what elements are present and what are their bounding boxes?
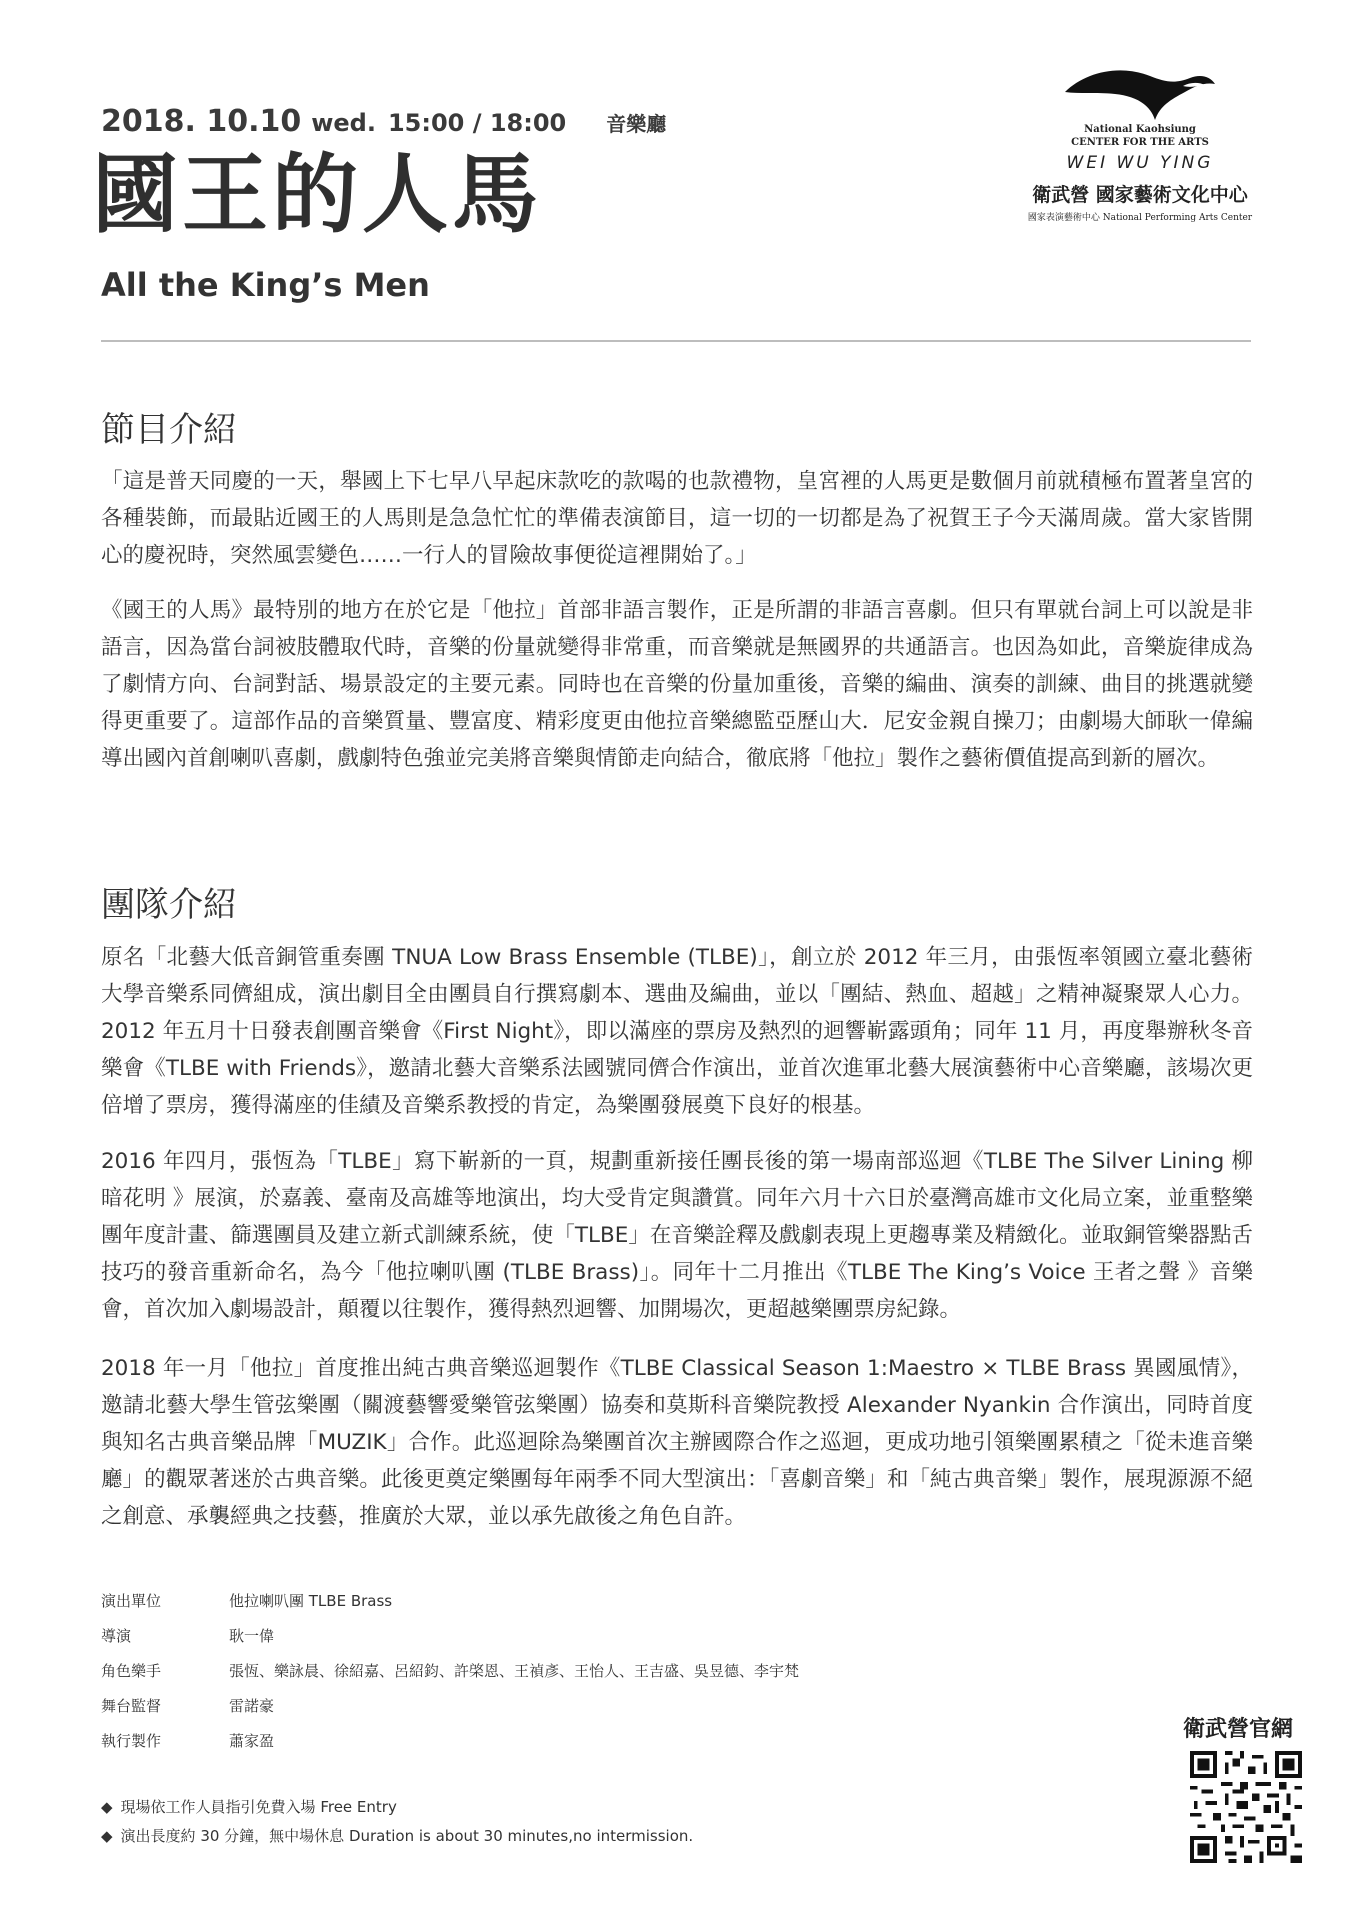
credit-value: 張恆、樂詠晨、徐紹嘉、呂紹鈞、許棨恩、王禎彥、王怡人、王吉盛、吳昱德、李宇梵 xyxy=(229,1662,800,1680)
credit-label: 導演 xyxy=(101,1627,132,1645)
header xyxy=(0,0,1352,342)
event-time: 15:00 / 18:00 xyxy=(387,109,567,137)
note-text: 現場依工作人員指引免費入場 Free Entry xyxy=(120,1798,397,1816)
credit-value: 蕭家盈 xyxy=(229,1732,275,1750)
logo-line-chinese-name: 衛武營 國家藝術文化中心 xyxy=(1032,184,1248,206)
logo-line-weiwuying: WEI WU YING xyxy=(1066,153,1214,173)
team-heading: 團隊介紹 xyxy=(101,885,237,925)
note-item xyxy=(101,1796,693,1825)
logo-line-center-arts: CENTER FOR THE ARTS xyxy=(1071,137,1209,148)
diamond-bullet-icon: ◆ xyxy=(101,1798,113,1816)
credit-value: 他拉喇叭團 TLBE Brass xyxy=(229,1592,393,1610)
program-paragraph-2: 《國王的人馬》最特別的地方在於它是「他拉」首部非語言製作，正是所謂的非語言喜劇。但只有單就台詞上可以說是非語言，因為當台詞被肢體取代時，音樂的份量就變得非常重，而音樂就是無國界的共通語言。也因為如此，音樂旋律成為了劇情方向、台詞對話、場景設定的主要元素。同時也在音樂的份量加重後，音樂的編曲、演奏的訓練、曲目的挑選就變得更重要了。這部作品的音樂質量、豐富度、精彩度更由他拉音樂總監亞歷山大．尼安金親自操刀；由劇場大師耿一偉編導出國內首創喇叭喜劇，戲劇特色強並完美將音樂與情節走向結合，徹底將「他拉」製作之藝術價值提高到新的層次。 xyxy=(101,598,1253,771)
logo-line-national-kaohsiung: National Kaohsiung xyxy=(1084,124,1196,135)
event-info xyxy=(101,104,666,139)
diamond-bullet-icon: ◆ xyxy=(101,1827,113,1845)
bird-logo-icon xyxy=(1065,62,1215,122)
wei-wu-ying-logo xyxy=(1020,62,1260,232)
credit-label: 執行製作 xyxy=(101,1732,162,1750)
note-item xyxy=(101,1825,693,1854)
credit-value: 雷諾豪 xyxy=(229,1697,275,1715)
program-paragraph-1: 「這是普天同慶的一天，舉國上下七早八早起床款吃的款喝的也款禮物，皇宮裡的人馬更是數個月前就積極布置著皇宮的各種裝飾，而最貼近國王的人馬則是急急忙忙的準備表演節目，這一切的一切都是為了祝賀王子今天滿周歲。當大家皆開心的慶祝時，突然風雲變色……一行人的冒險故事便從這裡開始了。」 xyxy=(101,469,1253,568)
page-subtitle-en: All the King’s Men xyxy=(101,266,430,304)
credit-label: 角色樂手 xyxy=(101,1662,162,1680)
logo-line-npac: 國家表演藝術中心 National Performing Arts Center xyxy=(1027,213,1253,223)
event-venue: 音樂廳 xyxy=(606,112,667,136)
note-text: 演出長度約 30 分鐘，無中場休息 Duration is about 30 minutes,no intermission. xyxy=(120,1827,694,1845)
program-heading: 節目介紹 xyxy=(101,410,237,450)
qr-code-icon[interactable] xyxy=(1190,1751,1302,1863)
notes-list xyxy=(101,1796,693,1854)
page-title: 國王的人馬 xyxy=(92,145,542,245)
team-paragraph-2: 2016 年四月，張恆為「TLBE」寫下嶄新的一頁，規劃重新接任團長後的第一場南部巡迴《TLBE The Silver Lining 柳暗花明 》展演，於嘉義、臺南及高雄等地演出，均大受肯定與讚賞。同年六月十六日於臺灣高雄市文化局立案，並重整樂團年度計畫、篩選團員及建立新式訓練系統，使「TLBE」在音樂詮釋及戲劇表現上更趨專業及精緻化。並取銅管樂器點舌技巧的發音重新命名，為今「他拉喇叭團 (TLBE Brass)」。同年十二月推出《TLBE The King’s Voice 王者之聲 》音樂會，首次加入劇場設計，顛覆以往製作，獲得熱烈迴響、加開場次，更超越樂團票房紀錄。 xyxy=(101,1149,1253,1322)
event-weekday: wed. xyxy=(311,109,376,137)
credit-label: 舞台監督 xyxy=(101,1697,162,1715)
team-paragraph-3: 2018 年一月「他拉」首度推出純古典音樂巡迴製作《TLBE Classical Season 1:Maestro × TLBE Brass 異國風情》，邀請北藝大學生管弦樂團（關渡藝響愛樂管弦樂團）協奏和莫斯科音樂院教授 Alexander Nyankin 合作演出，同時首度與知名古典音樂品牌「MUZIK」合作。此巡迴除為樂團首次主辦國際合作之巡迴，更成功地引領樂團累積之「從未進音樂廳」的觀眾著迷於古典音樂。此後更奠定樂團每年兩季不同大型演出：「喜劇音樂」和「純古典音樂」製作，展現源源不絕之創意、承襲經典之技藝，推廣於大眾，並以承先啟後之角色自許。 xyxy=(101,1356,1253,1529)
official-site-label: 衛武營官網 xyxy=(1183,1717,1294,1742)
team-paragraph-1: 原名「北藝大低音銅管重奏團 TNUA Low Brass Ensemble (TLBE)」，創立於 2012 年三月，由張恆率領國立臺北藝術大學音樂系同儕組成，演出劇目全由團員自行撰寫劇本、選曲及編曲，並以「團結、熱血、超越」之精神凝聚眾人心力。2012 年五月十日發表創團音樂會《First Night》，即以滿座的票房及熱烈的迴響嶄露頭角；同年 11 月，再度舉辦秋冬音樂會《TLBE with Friends》，邀請北藝大音樂系法國號同儕合作演出，並首次進軍北藝大展演藝術中心音樂廳，該場次更倍增了票房，獲得滿座的佳績及音樂系教授的肯定，為樂團發展奠下良好的根基。 xyxy=(101,945,1253,1118)
credit-label: 演出單位 xyxy=(101,1592,162,1610)
event-date: 2018. 10.10 xyxy=(101,104,302,139)
credit-value: 耿一偉 xyxy=(229,1627,275,1645)
header-divider xyxy=(101,340,1251,342)
